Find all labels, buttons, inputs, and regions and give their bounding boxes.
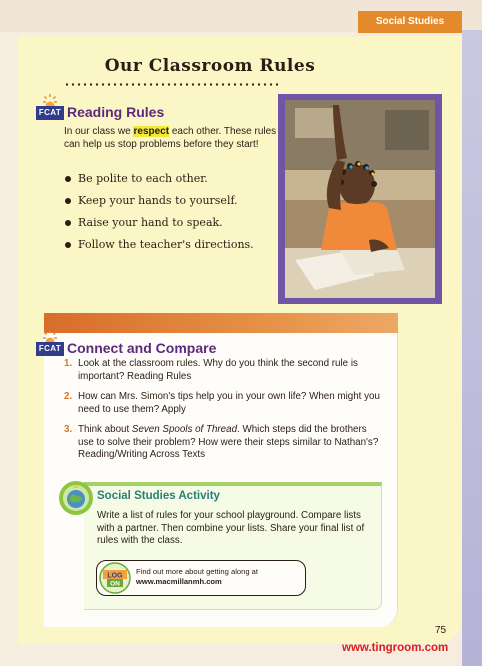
connect-compare-heading: Connect and Compare: [67, 340, 217, 356]
activity-heading: Social Studies Activity: [97, 490, 220, 502]
list-item: [64, 391, 384, 416]
question-number: 3.: [64, 424, 73, 435]
logon-link[interactable]: www.macmillanmh.com: [136, 577, 222, 586]
question-text-start: Think about: [78, 424, 132, 435]
question-text-end: . Which steps did the brothers use to solve their problem? How were their steps similar to Nathan's? Reading/Writing Across Texts: [78, 424, 379, 460]
question-number: 2.: [64, 391, 73, 402]
list-item: [64, 358, 384, 383]
list-item: Follow the teacher's directions.: [64, 238, 279, 252]
social-studies-badge-icon: [58, 480, 94, 516]
logon-line: Find out more about getting along at: [136, 567, 259, 576]
intro-highlight-word: respect: [133, 126, 170, 137]
section-tab: Social Studies: [358, 11, 462, 33]
reading-rules-intro: [64, 125, 279, 151]
question-text: Look at the classroom rules. Why do you think the second rule is important? Reading Rules: [78, 358, 358, 382]
fcat-label: FCAT: [36, 342, 64, 356]
watermark-text: www.tingroom.com: [342, 642, 449, 654]
connect-compare-banner: [44, 313, 398, 333]
book-title: Seven Spools of Thread: [131, 424, 238, 435]
page-title: Our Classroom Rules: [104, 56, 316, 76]
page-edge-strip: [462, 30, 482, 666]
fcat-label: FCAT: [36, 106, 64, 120]
list-item: Raise your hand to speak.: [64, 216, 279, 230]
question-text: How can Mrs. Simon's tips help you in your own life? When might you need to use them? Apply: [78, 391, 380, 415]
intro-text-end: each other. These rules can help us stop problems before they start!: [64, 126, 277, 150]
rules-list: [64, 172, 279, 260]
log-on-icon[interactable]: [99, 562, 131, 594]
question-number: 1.: [64, 358, 73, 369]
fcat-badge: [36, 104, 64, 120]
fcat-badge: [36, 340, 64, 356]
title-dotted-rule: [64, 83, 279, 86]
svg-text:LOG: LOG: [107, 572, 123, 580]
reading-rules-heading: Reading Rules: [67, 104, 165, 120]
logon-text: [136, 567, 301, 587]
questions-list: [64, 358, 384, 470]
list-item: Be polite to each other.: [64, 172, 279, 186]
activity-body: Write a list of rules for your school playground. Compare lists with a partner. Then combine your lists. Share your final list of rules with the class.: [97, 510, 365, 546]
svg-text:ON: ON: [110, 580, 120, 588]
list-item: [64, 424, 384, 462]
page-number: 75: [435, 625, 447, 636]
list-item: Keep your hands to yourself.: [64, 194, 279, 208]
classroom-photo: [285, 100, 435, 298]
intro-text-start: In our class we: [64, 126, 134, 137]
